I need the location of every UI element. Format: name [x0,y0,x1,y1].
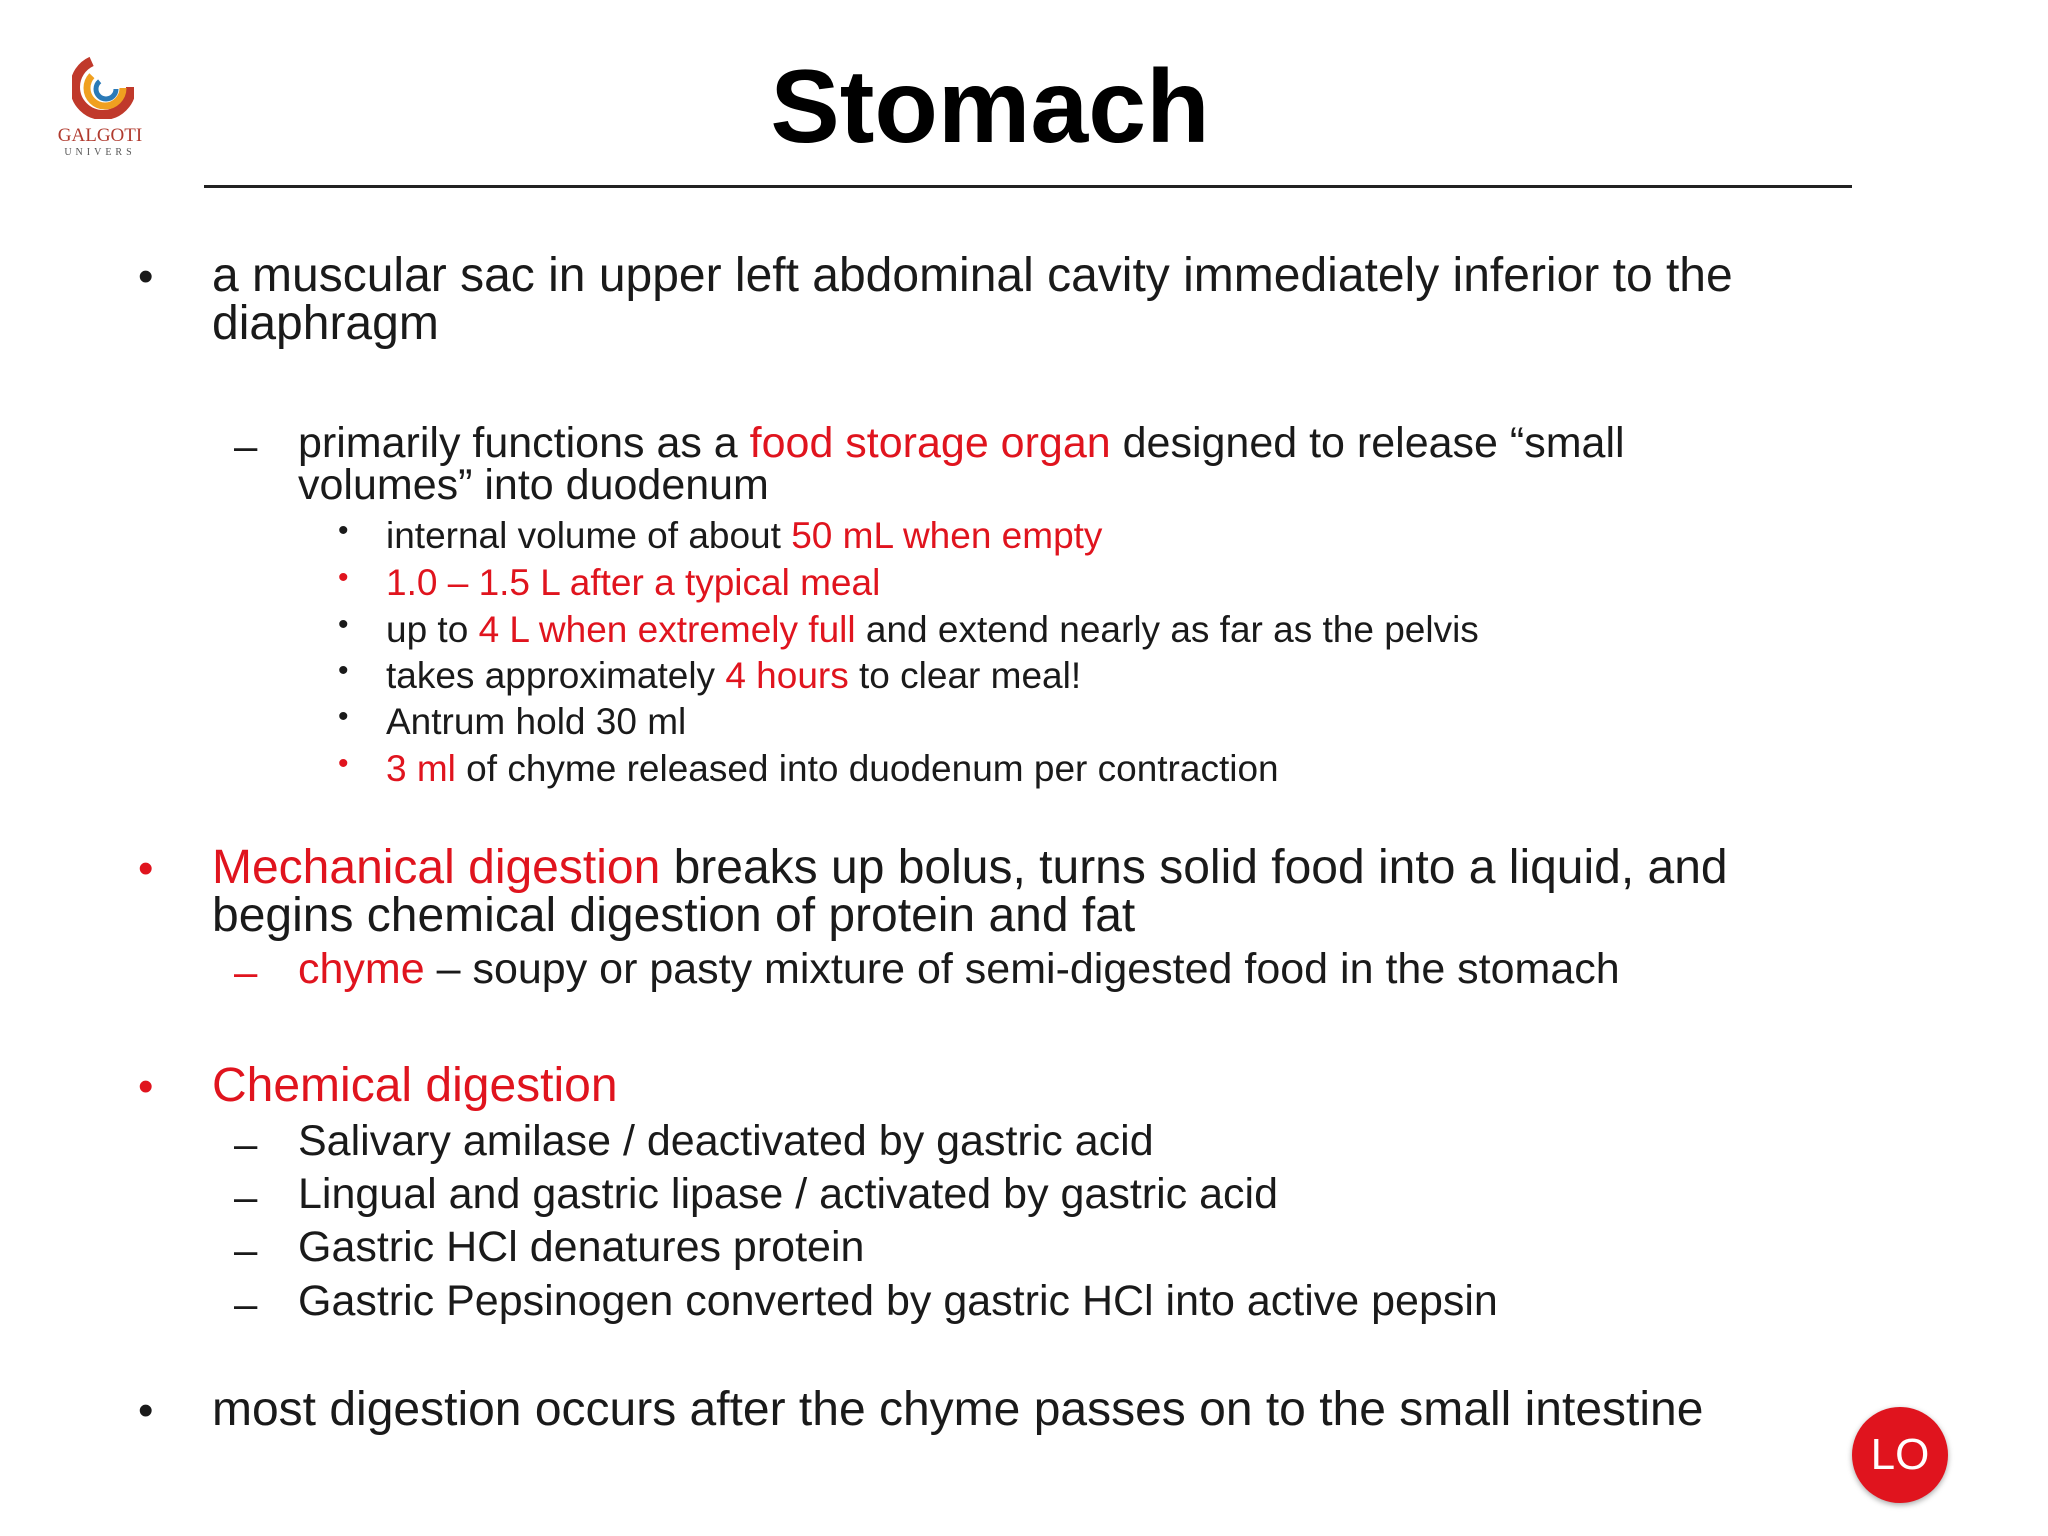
bullet-marker: • [338,561,349,594]
bullet-marker: • [138,1386,154,1435]
text-segment: internal volume of about [386,515,792,556]
text-segment: Antrum hold 30 ml [386,701,687,742]
bullet-marker: • [138,252,154,301]
bullet-3-sub-text: Gastric Pepsinogen converted by gastric HCl into active pepsin [298,1277,1498,1325]
dash-marker: – [234,1120,258,1167]
highlight-segment: 4 hours [725,655,849,696]
bullet-marker: • [338,700,349,733]
dash-marker: – [234,1226,258,1273]
bullet-marker: • [138,844,154,893]
dash-marker: – [234,1280,258,1327]
lo-badge-button[interactable]: LO [1852,1407,1948,1503]
text-segment: of chyme released into duodenum per contraction [455,748,1279,789]
page-title: Stomach [770,49,1210,165]
bullet-4-text: most digestion occurs after the chyme passes on to the small intestine [212,1383,1704,1436]
text-segment: primarily functions as a [298,419,750,467]
dash-marker: – [234,422,258,469]
highlight-segment: 1.0 – 1.5 L after a typical meal [386,562,881,603]
bullet-2-text [212,841,1772,942]
detail-item-text [386,608,1786,652]
logo-subname: UNIVERS [64,147,136,158]
dash-marker: – [234,948,258,995]
highlight-segment: 3 ml [386,748,456,789]
bullet-2-sub-1-text [298,945,1798,993]
text-segment: and extend nearly as far as the pelvis [855,609,1479,650]
logo-name: GALGOTI [57,125,143,146]
highlight-segment: 50 mL when empty [791,515,1103,556]
detail-item-text [386,514,1786,558]
highlight-segment: Mechanical digestion [212,841,661,894]
highlight-segment: food storage organ [749,419,1111,467]
bullet-3-text: Chemical digestion [212,1059,618,1112]
text-segment: to clear meal! [848,655,1082,696]
detail-item-text [386,561,1786,605]
detail-item-text [386,747,1786,791]
text-segment: – soupy or pasty mixture of semi-digested food in the stomach [424,945,1620,993]
bullet-marker: • [338,608,349,641]
bullet-marker: • [338,654,349,687]
highlight-segment: chyme [298,945,425,993]
title-divider [204,185,1852,188]
bullet-marker: • [338,747,349,780]
bullet-1-sub-1-text [298,419,1798,509]
bullet-3-sub-text: Salivary amilase / deactivated by gastric acid [298,1117,1154,1165]
detail-item-text [386,700,1786,744]
bullet-marker: • [338,514,349,547]
text-segment: up to [386,609,479,650]
text-segment: breaks up bolus, turns solid food into a liquid, and begins chemical digestion of protein and fat [212,841,1728,942]
text-segment: takes approximately [386,655,726,696]
bullet-1-text: a muscular sac in upper left abdominal cavity immediately inferior to the diaphragm [212,249,1733,350]
bullet-3-sub-text: Lingual and gastric lipase / activated by gastric acid [298,1170,1278,1218]
bullet-marker: • [138,1062,154,1111]
detail-item-text [386,654,1786,698]
highlight-segment: 4 L when extremely full [478,609,856,650]
dash-marker: – [234,1173,258,1220]
bullet-3-sub-text: Gastric HCl denatures protein [298,1223,865,1271]
text-segment: designed to release “small volumes” into duodenum [298,419,1625,509]
